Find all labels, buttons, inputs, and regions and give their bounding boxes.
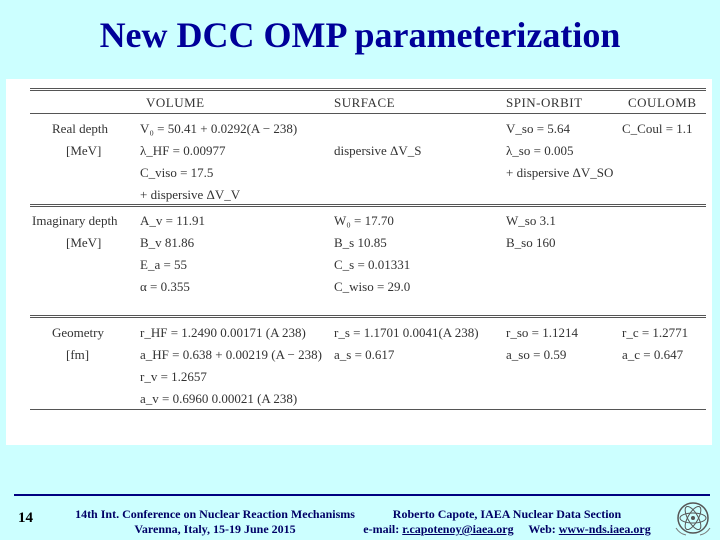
iaea-logo-icon (672, 498, 714, 538)
header-surface: SURFACE (334, 95, 396, 110)
real-surface-2: dispersive ΔV_S (334, 143, 422, 158)
table-bottom-rule (30, 409, 706, 410)
table-top-rule (30, 88, 706, 91)
parameter-table (6, 79, 712, 445)
author-info (352, 507, 662, 537)
geometry-label: Geometry (52, 325, 104, 340)
footer-divider (14, 494, 710, 496)
real-spin-orbit-1: V_so = 5.64 (506, 121, 571, 136)
conference-info (50, 507, 380, 537)
real-volume-3: C_viso = 17.5 (140, 165, 214, 180)
geom-volume-3: r_v = 1.2657 (140, 369, 207, 384)
real-depth-label: Real depth (52, 121, 108, 136)
geom-coulomb-1: r_c = 1.2771 (622, 325, 689, 340)
geom-volume-2: a_HF = 0.638 + 0.00219 (A − 238) (140, 347, 322, 362)
web-label: Web: (528, 522, 556, 536)
imag-volume-2: B_v 81.86 (140, 235, 195, 250)
geom-surface-1: r_s = 1.1701 0.0041(A 238) (334, 325, 479, 340)
geom-spin-orbit-2: a_so = 0.59 (506, 347, 567, 362)
real-volume-1: V₀ = 50.41 + 0.0292(A − 238) (140, 121, 298, 136)
imag-depth-label: Imaginary depth (32, 213, 118, 228)
real-spin-orbit-3: + dispersive ΔV_SO (506, 165, 614, 180)
web-link[interactable]: www-nds.iaea.org (558, 522, 651, 536)
imag-depth-unit: [MeV] (66, 235, 102, 250)
slide-title: New DCC OMP parameterization (99, 15, 621, 55)
geometry-unit: [fm] (66, 347, 90, 362)
real-volume-2: λ_HF = 0.00977 (140, 143, 226, 158)
imag-surface-1: W₀ = 17.70 (334, 213, 394, 228)
real-coulomb-1: C_Coul = 1.1 (622, 121, 693, 136)
imag-volume-1: A_v = 11.91 (140, 213, 205, 228)
real-depth-unit: [MeV] (66, 143, 102, 158)
email-label: e-mail: (363, 522, 400, 536)
real-volume-4: + dispersive ΔV_V (140, 187, 241, 202)
contact-line (352, 522, 662, 537)
geom-surface-2: a_s = 0.617 (334, 347, 395, 362)
email-link[interactable]: r.capotenoy@iaea.org (402, 522, 514, 536)
conference-line-1: 14th Int. Conference on Nuclear Reaction Mechanisms (75, 507, 355, 521)
conference-line-2: Varenna, Italy, 15-19 June 2015 (134, 522, 296, 536)
section-rule-1 (30, 204, 706, 207)
slide-number: 14 (18, 510, 33, 526)
imag-volume-4: α = 0.355 (140, 279, 190, 294)
geom-volume-4: a_v = 0.6960 0.00021 (A 238) (140, 391, 298, 406)
author-line: Roberto Capote, IAEA Nuclear Data Section (392, 507, 622, 521)
geom-coulomb-2: a_c = 0.647 (622, 347, 684, 362)
imag-surface-2: B_s 10.85 (334, 235, 387, 250)
section-rule-2 (30, 315, 706, 318)
imag-spin-orbit-1: W_so 3.1 (506, 213, 556, 228)
geom-spin-orbit-1: r_so = 1.1214 (506, 325, 578, 340)
header-volume: VOLUME (146, 95, 205, 110)
real-spin-orbit-2: λ_so = 0.005 (506, 143, 574, 158)
header-rule (30, 113, 706, 114)
header-spin-orbit: SPIN-ORBIT (506, 95, 583, 110)
header-coulomb: COULOMB (628, 95, 697, 110)
geom-volume-1: r_HF = 1.2490 0.00171 (A 238) (140, 325, 306, 340)
imag-surface-3: C_s = 0.01331 (334, 257, 411, 272)
imag-volume-3: E_a = 55 (140, 257, 188, 272)
imag-spin-orbit-2: B_so 160 (506, 235, 556, 250)
imag-surface-4: C_wiso = 29.0 (334, 279, 411, 294)
